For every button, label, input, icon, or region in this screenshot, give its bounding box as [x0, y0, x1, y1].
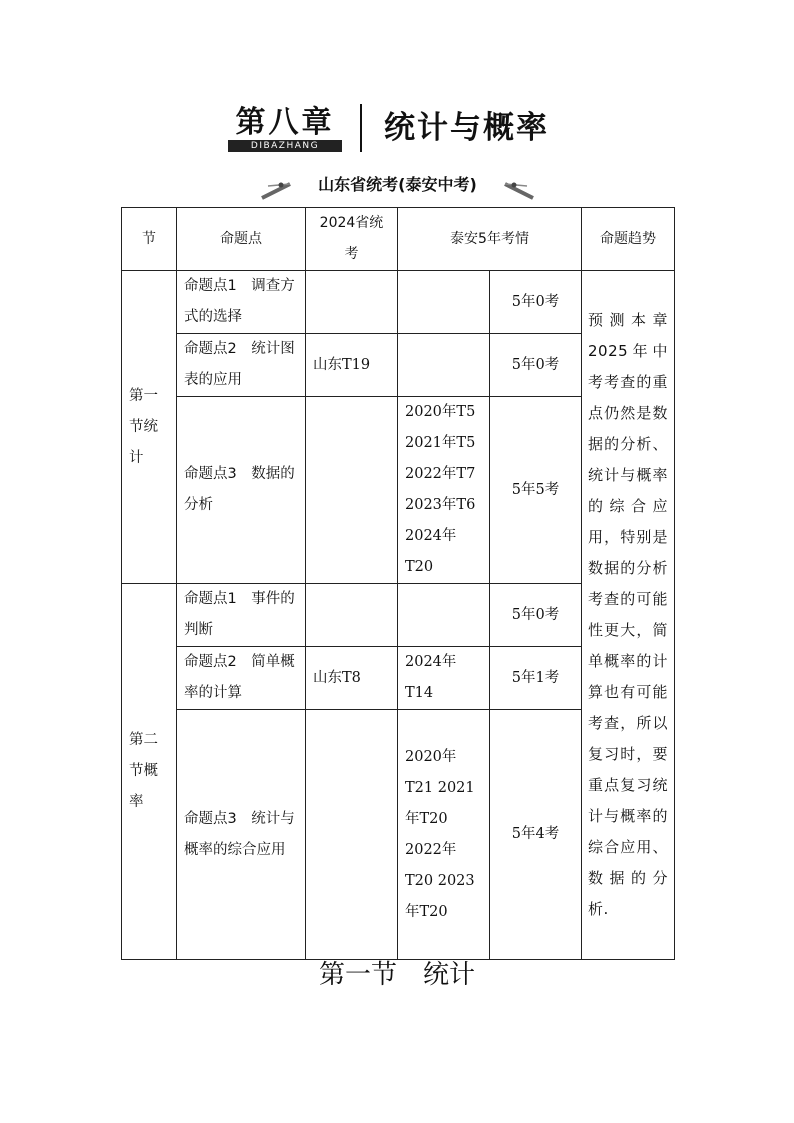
header-taian: 泰安5年考情 — [398, 208, 582, 271]
years-cell — [398, 334, 490, 397]
exam-banner-text: 山东省统考(泰安中考) — [318, 175, 477, 194]
trend-cell: 预测本章2025年中考考查的重点仍然是数据的分析、统计与概率的综合应用，特别是数据的分析考查的可能性更大，简单概率的计算也有可能考查，所以复习时，要重点复习统计与概率的综合应用、数据的分析. — [582, 271, 675, 960]
point-cell: 命题点2 简单概率的计算 — [177, 647, 306, 710]
chapter-divider — [360, 104, 362, 152]
section-title: 第一节 统计 — [318, 960, 475, 990]
province-cell: 山东T8 — [306, 647, 398, 710]
header-trend: 命题趋势 — [582, 208, 675, 271]
point-cell: 命题点1 事件的判断 — [177, 584, 306, 647]
count-cell: 5年0考 — [490, 334, 582, 397]
section-cell-probability: 第二节概率 — [122, 584, 177, 960]
point-cell: 命题点3 统计与概率的综合应用 — [177, 710, 306, 960]
point-cell: 命题点3 数据的分析 — [177, 397, 306, 584]
chapter-header — [0, 104, 794, 154]
province-cell — [306, 271, 398, 334]
years-cell — [398, 584, 490, 647]
years-cell: 2020年T5 2021年T5 2022年T7 2023年T6 2024年T20 — [398, 397, 490, 584]
count-cell: 5年5考 — [490, 397, 582, 584]
province-cell — [306, 397, 398, 584]
chapter-subject: 统计与概率 — [384, 110, 549, 146]
header-section: 节 — [122, 208, 177, 271]
count-cell: 5年0考 — [490, 271, 582, 334]
point-cell: 命题点1 调查方式的选择 — [177, 271, 306, 334]
province-cell: 山东T19 — [306, 334, 398, 397]
section-cell-statistics: 第一节统计 — [122, 271, 177, 584]
count-cell: 5年1考 — [490, 647, 582, 710]
province-cell — [306, 584, 398, 647]
exam-plan-table — [121, 207, 675, 960]
exam-banner — [0, 172, 794, 200]
count-cell: 5年4考 — [490, 710, 582, 960]
point-cell: 命题点2 统计图表的应用 — [177, 334, 306, 397]
chapter-number-block — [228, 106, 342, 152]
chapter-pinyin: DIBAZHANG — [228, 140, 342, 152]
province-cell — [306, 710, 398, 960]
years-cell: 2024年T14 — [398, 647, 490, 710]
count-cell: 5年0考 — [490, 584, 582, 647]
header-province: 2024省统考 — [306, 208, 398, 271]
table-row — [122, 271, 675, 334]
table-header-row — [122, 208, 675, 271]
chapter-number: 第八章 — [235, 105, 335, 140]
years-cell — [398, 271, 490, 334]
header-point: 命题点 — [177, 208, 306, 271]
years-cell: 2020年T21 2021年T20 2022年T20 2023年T20 — [398, 710, 490, 960]
